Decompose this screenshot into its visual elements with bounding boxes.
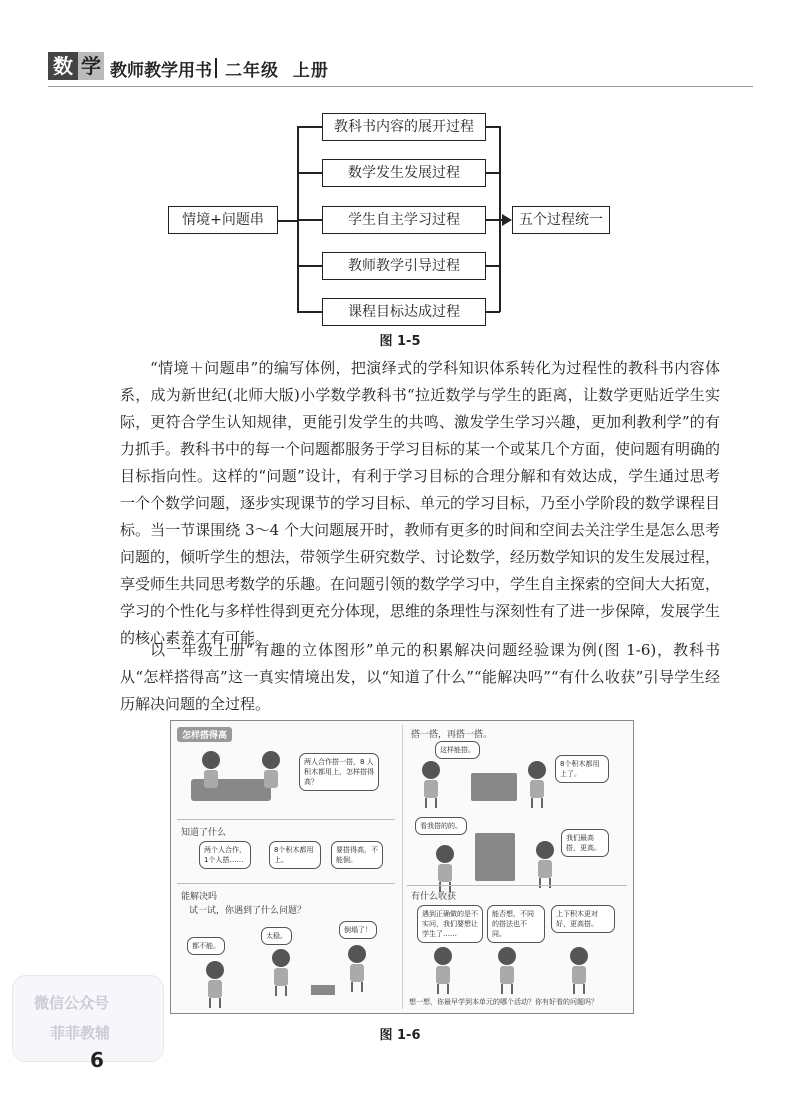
diagram-left-box: 情境+问题串 (168, 206, 278, 234)
bottom-tip: 想一想，你最早学到本单元的哪个活动？你有好看的问题吗？ (409, 998, 598, 1006)
connector-line (297, 126, 322, 128)
book-title: 教师教学用书 (110, 61, 212, 81)
diagram-process-box-4: 教师教学引导过程 (322, 252, 486, 280)
speech-bubble: 两个人合作，1个人搭…… (199, 841, 251, 869)
connector-line (297, 311, 322, 313)
child-figure (433, 947, 453, 994)
section-heading-solve: 能解决吗 (181, 892, 218, 902)
child-figure (271, 949, 291, 996)
diagram-right-box: 五个过程统一 (512, 206, 610, 234)
section-divider (177, 883, 395, 884)
speech-bubble: 太稳。 (261, 927, 292, 945)
textbook-illustration (170, 720, 634, 1014)
child-figure (347, 945, 367, 992)
speech-bubble: 要搭得高，不能倒。 (331, 841, 383, 869)
child-figure (535, 841, 555, 888)
child-figure (421, 761, 441, 808)
fallen-blocks-picture (311, 985, 335, 995)
speech-bubble: 遇到正确做的是不实问，我们要想让学生了…… (417, 905, 483, 943)
speech-bubble: 看我搭的的。 (415, 817, 467, 835)
connector-line (297, 172, 322, 174)
speech-bubble: 上下积木更对好，更高搭。 (551, 905, 615, 933)
child-figure (205, 961, 225, 1008)
lesson-title-tag: 怎样搭得高 (177, 727, 232, 742)
connector-line (278, 220, 298, 222)
body-paragraph-2: 以一年级上册“有趣的立体图形”单元的积累解决问题经验课为例(图 1-6)，教科书从“怎样搭得高”这一真实情境出发，以“知道了什么”“能解决吗”“有什么收获”引导学生经历解决问题的全过程。 (120, 641, 720, 713)
column-divider (402, 725, 403, 1009)
speech-bubble: 两人合作搭一搭，8 人积木都用上，怎样搭得高？ (299, 753, 379, 791)
watermark-line-1: 微信公众号 (34, 994, 110, 1012)
page-number: 6 (90, 1048, 104, 1072)
connector-line (486, 311, 500, 313)
speech-bubble: 8个积木都用上了。 (555, 755, 609, 783)
block-tower-picture (475, 833, 515, 881)
block-tower-picture (471, 773, 517, 801)
child-figure (201, 751, 221, 788)
speech-bubble: 我们最高搭，更高。 (561, 829, 609, 857)
section-heading-known: 知道了什么 (181, 828, 227, 838)
speech-bubble: 倒塌了！ (339, 921, 377, 939)
child-figure (569, 947, 589, 994)
diagram-process-box-1: 教科书内容的展开过程 (322, 113, 486, 141)
watermark-badge (12, 975, 164, 1062)
right-top-tip: 搭一搭，再搭一搭。 (411, 730, 493, 740)
child-figure (497, 947, 517, 994)
speech-bubble: 都不能。 (187, 937, 225, 955)
section-heading-gain: 有什么收获 (411, 892, 457, 902)
subject-badge-second: 学 (78, 52, 104, 80)
figure-caption: 图 1-6 (379, 1028, 421, 1043)
section-divider (407, 885, 627, 886)
diagram-process-box-5: 课程目标达成过程 (322, 298, 486, 326)
section-divider (177, 819, 395, 820)
book-grade: 二年级 上册 (225, 61, 329, 81)
diagram-1-5 (0, 0, 800, 360)
watermark-line-2: 菲菲教辅 (50, 1024, 111, 1042)
connector-line (486, 265, 500, 267)
try-prompt: 试一试，你遇到了什么问题？ (189, 906, 307, 916)
speech-bubble: 这样能搭。 (435, 741, 480, 759)
connector-line (297, 219, 322, 221)
connector-line (486, 126, 500, 128)
child-figure (527, 761, 547, 808)
connector-line (297, 265, 322, 267)
diagram-process-box-3: 学生自主学习过程 (322, 206, 486, 234)
body-paragraph-1: “情境＋问题串”的编写体例，把演绎式的学科知识体系转化为过程性的教科书内容体系，成为新世纪(北师大版)小学数学教科书“拉近数学与学生的距离，让数学更贴近学生实际，更符合学生认知规律，更能引发学生的共鸣、激发学生学习兴趣，更加利教利学”的有力抓手。教科书中的每一个问题都服务于学习目标的某一个或某几个方面，使问题有明确的目标指向性。这样的“问题”设计，有利于学习目标的合理分解和有效达成，学生通过思考一个个数学问题，逐步实现课节的学习目标、单元的学习目标，乃至小学阶段的数学课程目标。当一节课围绕 3～4 个大问题展开时，教师有更多的时间和空间去关注学生是怎么思考问题的，倾听学生的想法，带领学生研究数学、讨论数学，经历数学知识的发生发展过程，享受师生共同思考数学的乐趣。在问题引领的数学学习中，学生自主探索的空间大大拓宽，学习的个性化与多样性得到更充分体现，思维的条理性与深刻性有了进一步保障，发展学生的核心素养才有可能。 (120, 359, 721, 647)
connector-line (486, 172, 500, 174)
diagram-process-box-2: 数学发生发展过程 (322, 159, 486, 187)
subject-badge-first: 数 (48, 52, 78, 80)
figure-caption: 图 1-5 (379, 334, 421, 349)
speech-bubble: 8个积木都用上。 (269, 841, 321, 869)
arrow-head-icon (502, 214, 512, 226)
speech-bubble: 能否想，不同的搭法也不同。 (487, 905, 545, 943)
child-figure (261, 751, 281, 788)
